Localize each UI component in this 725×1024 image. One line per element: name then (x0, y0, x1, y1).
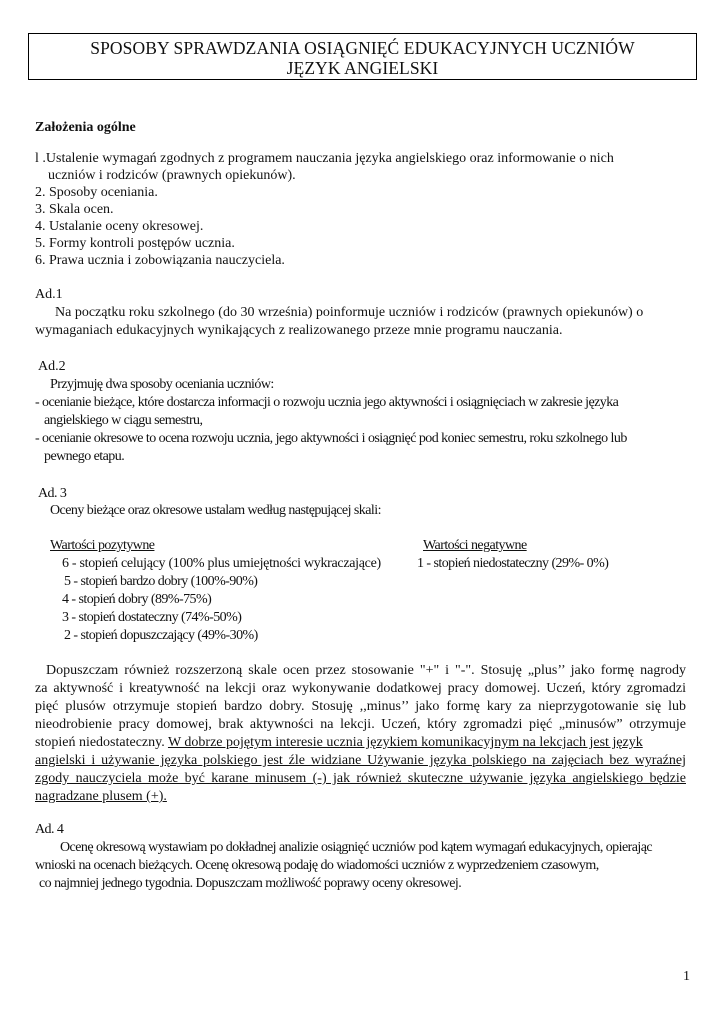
scale-paragraph-line: zgody nauczyciela może być karane minusem (-) jak również skuteczne używanie języka angielskiego będzie (35, 771, 686, 786)
title-line-1: SPOSOBY SPRAWDZANIA OSIĄGNIĘĆ EDUKACYJNYCH UCZNIÓW (90, 38, 635, 58)
scale-paragraph-line: pięć plusów otrzymuje stopień bardzo dobry. Stosuję ,,minus’’ jako formę kary za nieprzygotowanie się lub (35, 699, 686, 714)
intro-heading: Założenia ogólne (35, 120, 136, 135)
intro-item: uczniów i rodziców (prawnych opiekunów). (48, 168, 296, 183)
scale-paragraph-line: Dopuszczam również rozszerzoną skale ocen przez stosowanie "+" i "-". Stosuję „plus’’ jako formę nagrody (46, 663, 686, 678)
underlined-text: W dobrze pojętym interesie ucznia językiem komunikacyjnym na lekcjach jest język (167, 735, 643, 750)
page-number: 1 (683, 969, 690, 984)
ad1-line: wymaganiach edukacyjnych wynikających z realizowanego przeze mnie programu nauczania. (35, 323, 563, 338)
ad3-intro: Oceny bieżące oraz okresowe ustalam według następującej skali: (50, 503, 381, 518)
negative-header: Wartości negatywne (423, 538, 527, 553)
scale-paragraph-line: nieodrobienie pracy domowej, brak aktywności na lekcji. Uczeń, który zgromadzi pięć „minusów” otrzymuje (35, 717, 686, 732)
ad1-label: Ad.1 (35, 287, 63, 302)
scale-paragraph-line: za aktywność i kreatywność na lekcji oraz wykonywanie dodatkowej pracy domowej. Uczeń, który zgromadzi (35, 681, 686, 696)
intro-item: 4. Ustalanie oceny okresowej. (35, 219, 204, 234)
grade-positive: 4 - stopień dobry (89%-75%) (62, 592, 212, 607)
intro-item: 3. Skala ocen. (35, 202, 114, 217)
grade-positive: 6 - stopień celujący (100% plus umiejętności wykraczające) (62, 556, 381, 571)
grade-positive: 2 - stopień dopuszczający (49%-30%) (64, 628, 258, 643)
ad2-line: - ocenianie okresowe to ocena rozwoju ucznia, jego aktywności i osiągnięć pod koniec semestru, roku szkolnego lub (35, 431, 627, 446)
title-line-2: JĘZYK ANGIELSKI (286, 58, 439, 78)
title-box (28, 33, 697, 80)
ad4-label: Ad. 4 (35, 822, 64, 837)
positive-header: Wartości pozytywne (50, 538, 155, 553)
ad2-line: - ocenianie bieżące, które dostarcza informacji o rozwoju ucznia jego aktywności i osiągnięciach w zakresie języka (35, 395, 619, 410)
scale-paragraph-line: nagradzane plusem (+). (35, 789, 167, 804)
ad2-line: Przyjmuję dwa sposoby oceniania uczniów: (50, 377, 274, 392)
ad2-line: pewnego etapu. (44, 449, 125, 464)
intro-item: l .Ustalenie wymagań zgodnych z programem nauczania języka angielskiego oraz informowanie o nich (35, 151, 614, 166)
ad3-label: Ad. 3 (38, 486, 67, 501)
ad2-line: angielskiego w ciągu semestru, (44, 413, 203, 428)
intro-item: 5. Formy kontroli postępów ucznia. (35, 236, 235, 251)
grade-negative: 1 - stopień niedostateczny (29%- 0%) (417, 556, 609, 571)
ad4-line: wnioski na ocenach bieżących. Ocenę okresową podaję do wiadomości uczniów z wyprzedzeniem czasowym, (35, 858, 599, 873)
scale-paragraph-line (35, 734, 643, 751)
plain-text: stopień niedostateczny. (35, 735, 168, 750)
scale-paragraph-line: angielski i używanie języka polskiego jest źle widziane Używanie języka polskiego na zajęciach bez wyraźnej (35, 753, 686, 768)
ad4-line: Ocenę okresową wystawiam po dokładnej analizie osiągnięć uczniów pod kątem wymagań edukacyjnych, opierając (60, 840, 653, 855)
intro-item: 2. Sposoby oceniania. (35, 185, 158, 200)
grade-positive: 5 - stopień bardzo dobry (100%-90%) (64, 574, 258, 589)
ad2-label: Ad.2 (38, 359, 66, 374)
intro-item: 6. Prawa ucznia i zobowiązania nauczyciela. (35, 253, 285, 268)
grade-positive: 3 - stopień dostateczny (74%-50%) (62, 610, 242, 625)
ad4-line: co najmniej jednego tygodnia. Dopuszczam możliwość poprawy oceny okresowej. (39, 876, 462, 891)
ad1-line: Na początku roku szkolnego (do 30 września) poinformuje uczniów i rodziców (prawnych opiekunów) o (55, 305, 644, 320)
